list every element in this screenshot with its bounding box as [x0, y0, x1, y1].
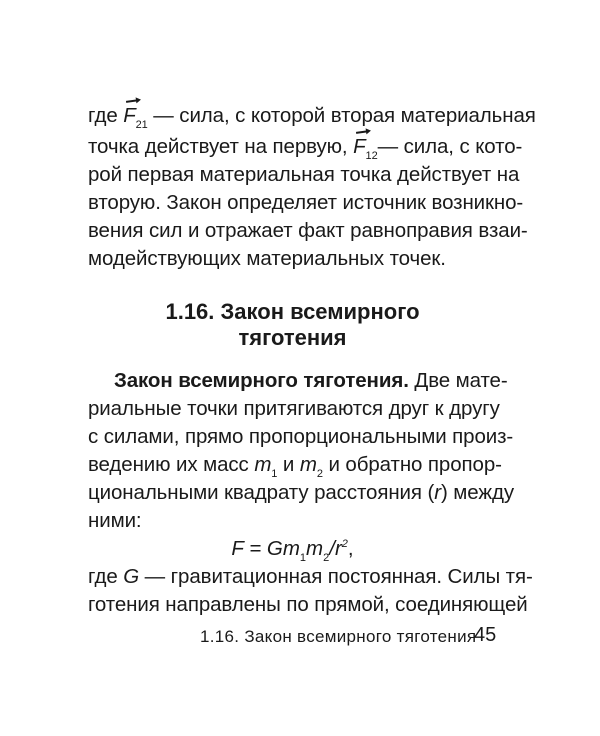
- text-line: где G — гравитационная постоянная. Силы тя-: [88, 565, 533, 588]
- text-line: риальные точки притягиваются друг к другу: [88, 397, 500, 420]
- text-line: ведению их масс $m_1$ и $m_2$ и обратно пропор-: [88, 453, 502, 480]
- text-line: рой первая материальная точка действует на: [88, 163, 520, 186]
- vector-f12: $F_{12}$: [353, 135, 378, 162]
- running-footer-title: 1.16. Закон всемирного тяготения: [200, 627, 477, 646]
- text-line: вения сил и отражает факт равноправия взаи-: [88, 219, 528, 242]
- text-line: модействующих материальных точек.: [88, 247, 446, 270]
- section-heading-line1: 1.16. Закон всемирного: [165, 299, 420, 324]
- section-heading-line2: тяготения: [238, 325, 347, 350]
- text-line: где $F_{21}$ — сила, с которой вторая материальная: [88, 104, 536, 131]
- text-line: вторую. Закон определяет источник возникно-: [88, 191, 524, 214]
- text-line: точка действует на первую, $F_{12}—$ сила, с кото-: [88, 135, 523, 162]
- text-line: готения направлены по прямой, соединяющей: [88, 593, 528, 616]
- text-line: циональными квадрату расстояния (r) между: [88, 481, 514, 504]
- text-line: Закон всемирного тяготения. Две мате-: [114, 369, 508, 392]
- text-line: с силами, прямо пропорциональными произ-: [88, 425, 514, 448]
- law-name: Закон всемирного тяготения.: [114, 369, 409, 392]
- vector-f21: $F_{21}$: [123, 104, 148, 131]
- page-number: 45: [474, 624, 497, 646]
- gravitation-formula: $F = Gm_1m_2/r^2$,: [231, 537, 354, 564]
- text-line: ними:: [88, 509, 142, 532]
